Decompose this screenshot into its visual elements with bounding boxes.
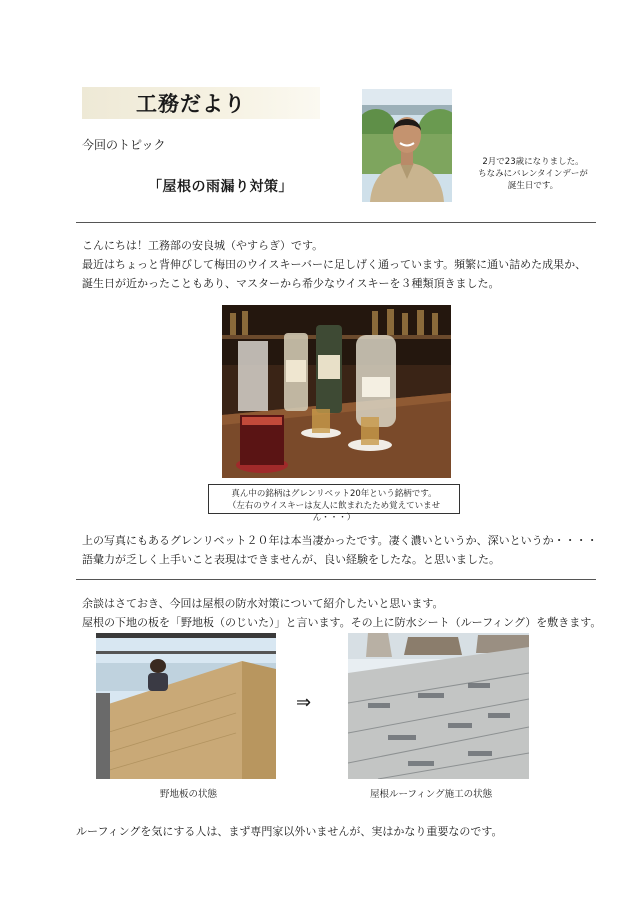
roofing-caption: 屋根ルーフィング施工の状態 (370, 789, 493, 800)
roofing-photo (348, 633, 529, 779)
arrow-icon: ⇒ (296, 692, 312, 713)
caption-line: 2月で23歳になりました。 (482, 157, 584, 167)
staff-photo-caption (463, 156, 603, 192)
text-line: 上の写真にもあるグレンリベット２０年は本当凄かったです。凄く濃いというか、深いというか・・・・ (82, 534, 598, 547)
text-line: 語彙力が乏しく上手いこと表現はできませんが、良い経験をしたな。と思いました。 (82, 553, 500, 566)
divider (76, 579, 596, 580)
page-title: 工務だより (136, 92, 246, 116)
text-line: 余談はさておき、今回は屋根の防水対策について紹介したいと思います。 (82, 597, 444, 610)
closing-paragraph: ルーフィングを気にする人は、まず専門家以外いませんが、実はかなり重要なのです。 (76, 825, 503, 838)
roof-paragraph (82, 594, 601, 632)
caption-line: （左右のウイスキーは友人に飲まれたため覚えていません・・・） (227, 501, 441, 523)
staff-photo (362, 89, 452, 202)
plywood-photo (96, 633, 276, 779)
text-line: 最近はちょっと背伸びして梅田のウイスキーバーに足しげく通っています。頻繁に通い詰めた成果か、 (82, 258, 587, 271)
topic-title: 「屋根の雨漏り対策」 (148, 179, 293, 195)
caption-line: 真ん中の銘柄はグレンリベット20年という銘柄です。 (231, 489, 437, 499)
text-line: 屋根の下地の板を「野地板（のじいた）」と言います。その上に防水シート（ルーフィング）を敷きます。 (82, 616, 602, 629)
text-line: こんにちは！工務部の安良城（やすらぎ）です。 (82, 239, 324, 252)
topic-label: 今回のトピック (82, 138, 166, 152)
whisky-bar-photo (222, 305, 451, 478)
caption-line: ちなみにバレンタインデーが (478, 169, 588, 179)
divider (76, 222, 596, 223)
caption-line: 誕生日です。 (507, 181, 559, 191)
whisky-photo-caption (208, 484, 460, 523)
plywood-caption: 野地板の状態 (160, 789, 218, 800)
intro-paragraph (82, 236, 586, 293)
whisky-paragraph (82, 531, 598, 569)
text-line: 誕生日が近かったこともあり、マスターから希少なウイスキーを３種類頂きました。 (82, 277, 500, 290)
